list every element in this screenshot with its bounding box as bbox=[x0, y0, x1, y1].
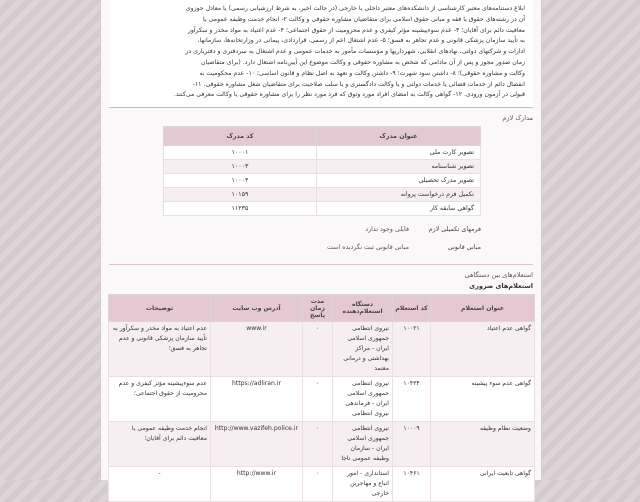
inq-name: گواهی تابعیت ایرانی bbox=[431, 467, 535, 502]
inq-site-link[interactable]: www.ir bbox=[211, 322, 303, 377]
doc-code: ۱۰۰۰۳ bbox=[164, 160, 317, 174]
inq-desc: عدم اعتیاد به مواد مخدر و سکرآور به تأیید سازمان پزشکی قانونی و عدم تجاهر به فسق؛ bbox=[109, 322, 211, 377]
doc-name: تصویر شناسنامه bbox=[317, 160, 481, 174]
inq-code: ۱۰۰۲۱ bbox=[393, 322, 431, 377]
inq-site-link[interactable]: http://www.vazifeh.police.ir bbox=[211, 422, 303, 467]
doc-name: تکمیل فرم درخواست پروانه bbox=[317, 188, 481, 202]
doc-code: ۱۰۰۰۴ bbox=[164, 174, 317, 188]
service-details-page bbox=[100, 0, 542, 498]
inq-code: ۱۰۰۰۹ bbox=[393, 422, 431, 467]
doc-code-header: کد مدرک bbox=[164, 127, 317, 146]
inq-time: ۰ bbox=[303, 377, 333, 422]
legal-basis-row bbox=[101, 240, 481, 254]
inq-desc: عدم سوءپیشینه مؤثر کیفری و عدم محرومیت از حقوق اجتماعی؛ bbox=[109, 377, 211, 422]
inq-org: استانداری - امور اتباع و مهاجرین خارجی bbox=[333, 467, 393, 502]
inq-site-link[interactable]: http://www.ir bbox=[211, 467, 303, 502]
inq-code-header: کد استعلام bbox=[393, 295, 431, 322]
conditions-line: ادارات و شرکتهای دولتی، نهادهای انقلابی، شهرداریها و مؤسسات مأمور به خدمات عمومی و عدم اشتغال به سردفتری و دفتریاری در bbox=[185, 48, 525, 56]
conditions-line: به تأیید سازمان پزشکی قانونی و عدم تجاهر به فسق؛ ۵- عدم اشتغال اعم از رسمی، قراردادی، پیمانی در وزارتخانه‌ها، سازمانها، bbox=[197, 37, 525, 45]
doc-name: تصویر مدرک تحصیلی bbox=[317, 174, 481, 188]
inquiries-table bbox=[108, 294, 535, 502]
inq-org-header: دستگاه استعلام‌دهنده bbox=[333, 295, 393, 322]
inq-site-link[interactable]: https://adliran.ir bbox=[211, 377, 303, 422]
doc-name: گواهی سابقه کار bbox=[317, 202, 481, 216]
inq-name: وضعیت نظام وظیفه bbox=[431, 422, 535, 467]
doc-code: ۱۱۲۳۵ bbox=[164, 202, 317, 216]
forms-row bbox=[101, 222, 481, 236]
documents-table bbox=[163, 126, 481, 216]
inq-name: گواهی عدم سوء پیشینه bbox=[431, 377, 535, 422]
divider bbox=[109, 264, 533, 265]
conditions-line: قبولی در آزمون ورودی. ۱۲- گواهی وکالت به امضای افراد مورد وثوق که فرد مورد نظر را برای مشاوره حقوقی یا وکالت معرفی می‌کنند. bbox=[173, 91, 525, 99]
conditions-line: انفصال دائم از خدمات قضائی یا خدمات دولتی و یا وکالت دادگستری و یا سلب صلاحیت برای متقاضیان شغل مشاوره حقوقی. ۱۱- bbox=[192, 80, 525, 88]
conditions-line: وکالت و مشاوره حقوقی)؛ ۸- داشتن سود شهرت؛ ۹- داشتن وکالت و تعهد به اصل نظام و قانون اساسی؛ ۱۰- عدم محکومیت به bbox=[199, 69, 525, 77]
inq-desc-header: توضیحات bbox=[109, 295, 211, 322]
inq-time: ۰ bbox=[303, 322, 333, 377]
inq-desc: - bbox=[109, 467, 211, 502]
conditions-line: ابلاغ دستنامه‌های معتبر کارشناسی از دانشکده‌های معتبر داخلی یا خارجی (در حالت اخیر، به شرط ارزشیابی رسمی) یا معادل حوزوی bbox=[185, 5, 525, 12]
table-row bbox=[164, 174, 481, 188]
table-row bbox=[164, 202, 481, 216]
doc-code: ۱۰۱۵۹ bbox=[164, 188, 317, 202]
table-row bbox=[109, 467, 535, 502]
inquiries-title: استعلام‌های بین دستگاهی bbox=[464, 271, 533, 280]
inq-org: نیروی انتظامی جمهوری اسلامی ایران - فرماندهی نیروی انتظامی bbox=[333, 377, 393, 422]
table-row bbox=[109, 377, 535, 422]
conditions-line: آن در رشته‌های حقوق یا فقه و مبانی حقوق اسلامی برای متقاضیان مشاوره حقوقی و وکالت ۲- انجام خدمت وظیفه عمومی یا bbox=[203, 15, 525, 23]
inq-name-header: عنوان استعلام bbox=[431, 295, 535, 322]
conditions-line: معافیت دائم برای آقایان؛ ۳- عدم سوءپیشینه مؤثر کیفری و عدم محرومیت از حقوق اجتماعی؛ ۴- عدم اعتیاد به مواد مخدر و سکرآور bbox=[187, 26, 525, 34]
doc-name-header: عنوان مدرک bbox=[317, 127, 481, 146]
table-row bbox=[164, 146, 481, 160]
inq-name: گواهی عدم اعتیاد bbox=[431, 322, 535, 377]
legal-basis-value: مبانی قانونی ثبت نگردیده است bbox=[326, 243, 409, 251]
inq-time: ۰ bbox=[303, 422, 333, 467]
table-row bbox=[164, 160, 481, 174]
doc-code: ۱۰۰۰۱ bbox=[164, 146, 317, 160]
inq-org: نیروی انتظامی جمهوری اسلامی ایران - مراکز بهداشتی و درمانی معتمد bbox=[333, 322, 393, 377]
forms-label: فرمهای تکمیلی لازم bbox=[428, 225, 481, 233]
conditions-line: زمان صدور مجوز و پس از آن مادامی که شخص به مشاوره حقوقی و وکالت موضوع این آیین‌نامه اشتغال دارد. (برای متقاضیان bbox=[201, 58, 525, 66]
inq-time: ۰ bbox=[303, 467, 333, 502]
inq-desc: انجام خدمت وظیفه عمومی یا معافیت دائم برای آقایان؛ bbox=[109, 422, 211, 467]
inq-site-header: آدرس وب سایت bbox=[211, 295, 303, 322]
doc-name: تصویر کارت ملی bbox=[317, 146, 481, 160]
documents-title: مدارک لازم bbox=[502, 114, 533, 123]
forms-value: فایلی وجود ندارد bbox=[365, 225, 409, 233]
inq-time-header: مدت زمان پاسخ bbox=[303, 295, 333, 322]
inq-code: ۱۰۴۳۴ bbox=[393, 377, 431, 422]
table-row bbox=[164, 188, 481, 202]
conditions-paragraph bbox=[109, 0, 533, 108]
inq-code: ۱۰۴۶۱ bbox=[393, 467, 431, 502]
legal-basis-label: مبانی قانونی bbox=[447, 243, 481, 251]
inquiries-subtitle: استعلام‌های ضروری bbox=[469, 282, 533, 291]
table-row bbox=[109, 322, 535, 377]
table-row bbox=[109, 422, 535, 467]
inq-org: نیروی انتظامی جمهوری اسلامی ایران - سازمان وظیفه عمومی ناجا bbox=[333, 422, 393, 467]
